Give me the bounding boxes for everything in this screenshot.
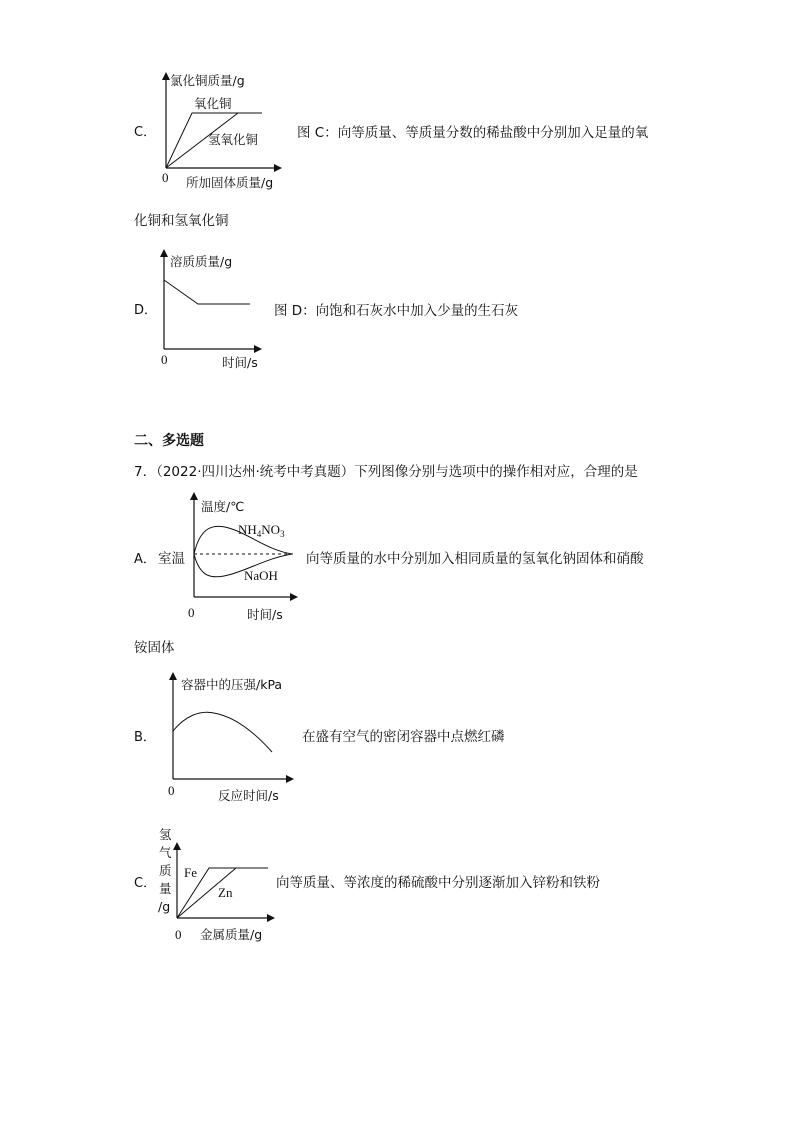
graph-c2-ylabel-char-1: 氢	[159, 827, 172, 842]
q7-option-c-letter: C．	[134, 876, 157, 891]
q7-option-a-text-line1: 向等质量的水中分别加入相同质量的氢氧化钠固体和硝酸	[306, 551, 644, 567]
graph-a-upper-label: $NH_4NO_3$	[238, 522, 285, 539]
graph-b-xlabel: 反应时间/s	[218, 788, 279, 803]
graph-c2-ylabel-char-4: 量	[159, 881, 172, 896]
option-d-text: 图 D：向饱和石灰水中加入少量的生石灰	[274, 303, 519, 319]
graph-c2-fe-label: Fe	[184, 865, 197, 880]
graph-c-line2-label: 氢氧化铜	[208, 132, 259, 147]
graph-c-line1-label: 氧化铜	[194, 96, 232, 111]
q7-option-b-letter: B．	[134, 730, 156, 745]
graph-d-origin: 0	[161, 352, 168, 367]
graph-c2-ylabel-char-3: 质	[159, 863, 172, 878]
graph-d-xlabel: 时间/s	[222, 355, 258, 370]
option-c-text-line1: 图 C：向等质量、等质量分数的稀盐酸中分别加入足量的氧	[297, 125, 649, 141]
section-title: 二、多选题	[134, 433, 204, 449]
graph-a-ylabel: 温度/℃	[201, 499, 245, 514]
q7-option-a-text-line2: 铵固体	[134, 640, 175, 656]
q7-option-a-letter: A．	[134, 552, 156, 567]
q7-option-b-text: 在盛有空气的密闭容器中点燃红磷	[302, 729, 505, 745]
graph-c2-zn-label: Zn	[218, 885, 233, 900]
graph-a-lower-label: NaOH	[244, 568, 278, 583]
graph-b-origin: 0	[168, 783, 175, 798]
graph-a-room-temp-label: 室温	[158, 551, 185, 567]
graph-c2-origin: 0	[175, 927, 182, 942]
option-d-letter: D．	[134, 303, 158, 318]
graph-c2-xlabel: 金属质量/g	[200, 927, 263, 942]
graph-a-origin: 0	[188, 605, 195, 620]
graph-a-xlabel: 时间/s	[247, 607, 283, 622]
graph-c-origin: 0	[162, 170, 169, 185]
q7-option-c-text: 向等质量、等浓度的稀硫酸中分别逐渐加入锌粉和铁粉	[276, 875, 600, 891]
question-7-stem: 7．（2022·四川达州·统考中考真题）下列图像分别与选项中的操作相对应，合理的是	[134, 464, 638, 480]
graph-c2-ylabel-char-2: 气	[159, 845, 172, 860]
option-c-letter: C．	[134, 125, 157, 140]
graph-d-ylabel: 溶质质量/g	[170, 254, 233, 269]
option-c-text-line2: 化铜和氢氧化铜	[134, 213, 229, 229]
graph-b-ylabel: 容器中的压强/kPa	[181, 677, 283, 692]
graph-c2-ylabel-char-5: /g	[158, 899, 171, 914]
graph-c-xlabel: 所加固体质量/g	[186, 175, 274, 190]
graph-c-ylabel: 氯化铜质量/g	[170, 73, 245, 88]
